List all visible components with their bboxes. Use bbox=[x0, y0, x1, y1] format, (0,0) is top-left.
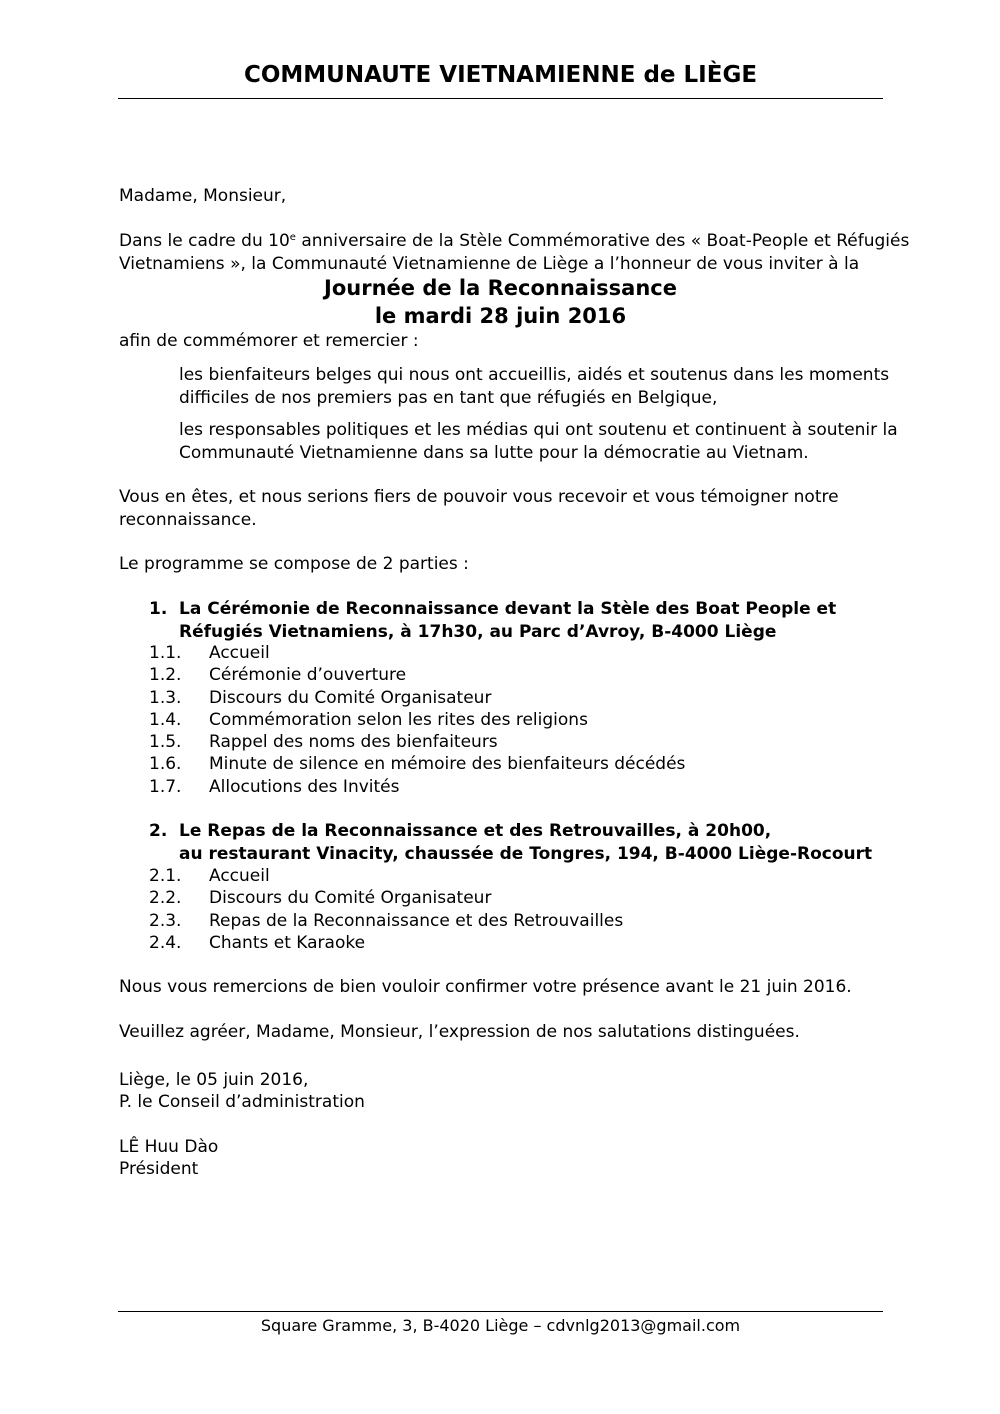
program-item bbox=[149, 865, 270, 888]
intro-text-end: anniversaire de la Stèle Commémorative des « Boat-People et Réfugiés bbox=[295, 231, 910, 251]
closing-line: Veuillez agréer, Madame, Monsieur, l’expression de nos salutations distinguées. bbox=[119, 1022, 800, 1042]
footer-rule bbox=[118, 1311, 883, 1312]
item-number: 2.3. bbox=[149, 911, 182, 931]
program-item bbox=[149, 910, 623, 933]
item-number: 1.3. bbox=[149, 688, 182, 708]
rsvp-line: Nous vous remercions de bien vouloir confirmer votre présence avant le 21 juin 2016. bbox=[119, 977, 852, 997]
program-item bbox=[149, 753, 685, 776]
recognition-line-1: Vous en êtes, et nous serions fiers de pouvoir vous recevoir et vous témoigner notre bbox=[119, 487, 839, 507]
item-label: Minute de silence en mémoire des bienfaiteurs décédés bbox=[209, 754, 686, 774]
signatory-title: Président bbox=[119, 1159, 199, 1179]
item-number: 2.2. bbox=[149, 888, 182, 908]
bullet-2-line-2: Communauté Vietnamienne dans sa lutte pour la démocratie au Vietnam. bbox=[179, 443, 809, 463]
section-1-title-line-1: La Cérémonie de Reconnaissance devant la Stèle des Boat People et bbox=[179, 599, 837, 619]
item-number: 1.4. bbox=[149, 710, 182, 730]
program-intro: Le programme se compose de 2 parties : bbox=[119, 554, 469, 574]
item-number: 1.6. bbox=[149, 754, 182, 774]
item-label: Allocutions des Invités bbox=[209, 777, 400, 797]
bullet-1-line-1: les bienfaiteurs belges qui nous ont accueillis, aidés et soutenus dans les moments bbox=[179, 365, 890, 385]
item-label: Rappel des noms des bienfaiteurs bbox=[209, 732, 498, 752]
purpose-line: afin de commémorer et remercier : bbox=[119, 331, 419, 351]
program-item bbox=[149, 664, 406, 687]
item-label: Cérémonie d’ouverture bbox=[209, 665, 407, 685]
ordinal-superscript: e bbox=[289, 232, 296, 243]
item-number: 2.1. bbox=[149, 866, 182, 886]
item-number: 1.7. bbox=[149, 777, 182, 797]
section-2-number: 2. bbox=[149, 821, 168, 841]
salutation: Madame, Monsieur, bbox=[119, 186, 287, 206]
event-title: Journée de la Reconnaissance bbox=[324, 276, 677, 300]
program-item bbox=[149, 776, 400, 799]
program-item bbox=[149, 932, 365, 955]
event-date: le mardi 28 juin 2016 bbox=[374, 304, 627, 328]
intro-text-start: Dans le cadre du 10 bbox=[119, 231, 290, 251]
program-item bbox=[149, 709, 588, 732]
item-number: 2.4. bbox=[149, 933, 182, 953]
recognition-line-2: reconnaissance. bbox=[119, 510, 257, 530]
letterhead-title: COMMUNAUTE VIETNAMIENNE de LIÈGE bbox=[243, 62, 758, 88]
place-date: Liège, le 05 juin 2016, bbox=[119, 1070, 309, 1090]
section-1-title-line-2: Réfugiés Vietnamiens, à 17h30, au Parc d’Avroy, B-4000 Liège bbox=[179, 621, 777, 642]
item-label: Commémoration selon les rites des religions bbox=[209, 710, 588, 730]
item-label: Chants et Karaoke bbox=[209, 933, 366, 953]
item-number: 1.5. bbox=[149, 732, 182, 752]
item-label: Discours du Comité Organisateur bbox=[209, 888, 492, 908]
section-2-title-line-2: au restaurant Vinacity, chaussée de Tongres, 194, B-4000 Liège-Rocourt bbox=[179, 843, 873, 864]
program-item bbox=[149, 687, 491, 710]
intro-line-2: Vietnamiens », la Communauté Vietnamienne de Liège a l’honneur de vous inviter à la bbox=[119, 254, 860, 274]
section-1-title bbox=[149, 598, 836, 643]
section-2-title-line-1: Le Repas de la Reconnaissance et des Retrouvailles, à 20h00, bbox=[179, 821, 772, 841]
item-label: Accueil bbox=[209, 866, 270, 886]
item-label: Accueil bbox=[209, 643, 270, 663]
intro-line-1 bbox=[119, 230, 910, 253]
item-number: 1.2. bbox=[149, 665, 182, 685]
item-label: Discours du Comité Organisateur bbox=[209, 688, 492, 708]
bullet-1-line-2: difficiles de nos premiers pas en tant que réfugiés en Belgique, bbox=[179, 388, 718, 408]
section-2-title bbox=[149, 820, 872, 865]
item-number: 1.1. bbox=[149, 643, 182, 663]
bullet-2-line-1: les responsables politiques et les médias qui ont soutenu et continuent à soutenir la bbox=[179, 420, 898, 440]
signatory-name: LÊ Huu Dào bbox=[119, 1137, 219, 1157]
item-label: Repas de la Reconnaissance et des Retrouvailles bbox=[209, 911, 624, 931]
header-rule bbox=[118, 98, 883, 99]
footer-address: Square Gramme, 3, B-4020 Liège – cdvnlg2013@gmail.com bbox=[260, 1316, 741, 1335]
on-behalf-line: P. le Conseil d’administration bbox=[119, 1092, 365, 1112]
program-item bbox=[149, 731, 498, 754]
program-item bbox=[149, 887, 491, 910]
section-1-number: 1. bbox=[149, 599, 168, 619]
program-item bbox=[149, 642, 270, 665]
